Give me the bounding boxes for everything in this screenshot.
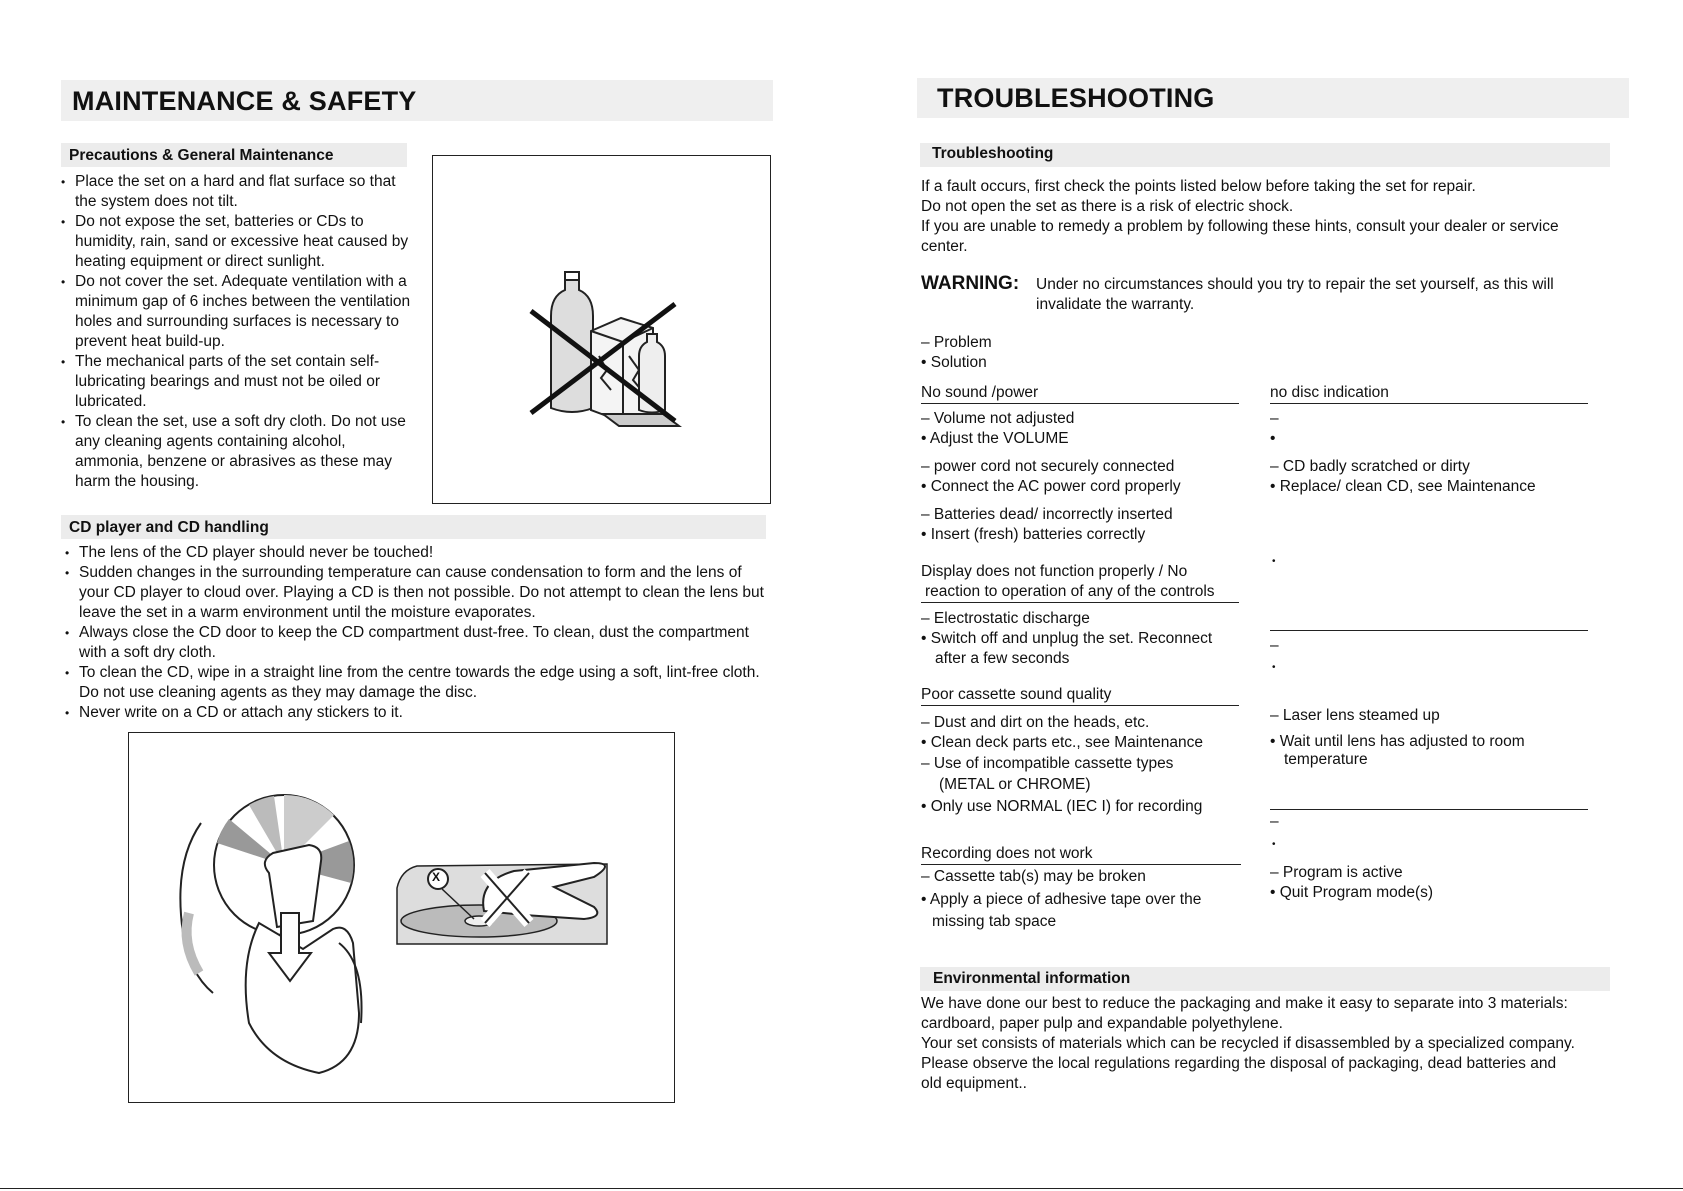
list-item: • Sudden changes in the surrounding temperature can cause condensation to form and the lens of your CD player to cloud over. Playing a CD is then not possible. Do not attempt to clean the lens but leave the set in a warm environment until the moisture evaporates. bbox=[65, 563, 765, 623]
list-item: • The lens of the CD player should never be touched! bbox=[65, 543, 765, 563]
env-text bbox=[921, 994, 1621, 1094]
precautions-heading: Precautions & General Maintenance bbox=[69, 147, 334, 164]
troubleshooting-title: TROUBLESHOOTING bbox=[937, 83, 1215, 113]
page-bottom-rule bbox=[0, 1188, 1683, 1189]
problem-item: – Laser lens steamed up bbox=[1270, 707, 1440, 724]
list-item: • Do not cover the set. Adequate ventilation with a minimum gap of 6 inches between the ventilation holes and surrounding surfaces is necessary to prevent heat build-up. bbox=[61, 272, 415, 352]
solution-item: • Insert (fresh) batteries correctly bbox=[921, 526, 1146, 543]
problem-item: – Cassette tab(s) may be broken bbox=[921, 868, 1146, 885]
cd-wipe-icon bbox=[129, 733, 676, 1104]
solution-item: • bbox=[1270, 430, 1276, 447]
solution-item-cont: temperature bbox=[1284, 751, 1368, 768]
intro-line: If a fault occurs, first check the points listed below before taking the set for repair. bbox=[921, 178, 1476, 195]
problem-item: – power cord not securely connected bbox=[921, 458, 1175, 475]
legend-problem: – Problem bbox=[921, 334, 992, 351]
ts-heading: Troubleshooting bbox=[932, 145, 1054, 162]
problem-item: – Use of incompatible cassette types bbox=[921, 755, 1174, 772]
problem-item: – bbox=[1270, 410, 1279, 427]
no-sound-heading: No sound /power bbox=[921, 383, 1239, 404]
solution-item: • Wait until lens has adjusted to room bbox=[1270, 733, 1525, 750]
problem-item: – bbox=[1270, 637, 1279, 654]
solution-item: • Clean deck parts etc., see Maintenance bbox=[921, 734, 1203, 751]
cd-cleaning-illustration bbox=[128, 732, 675, 1103]
precautions-list bbox=[61, 172, 415, 492]
env-line: We have done our best to reduce the packaging and make it easy to separate into 3 materials: bbox=[921, 995, 1568, 1012]
warning-text: Under no circumstances should you try to repair the set yourself, as this will invalidate the warranty. bbox=[1036, 276, 1554, 313]
no-disc-heading: no disc indication bbox=[1270, 383, 1588, 404]
maintenance-title: MAINTENANCE & SAFETY bbox=[72, 86, 417, 116]
divider bbox=[1270, 809, 1588, 810]
cassette-heading: Poor cassette sound quality bbox=[921, 685, 1239, 706]
solution-item: • Only use NORMAL (IEC I) for recording bbox=[921, 798, 1203, 815]
solution-item: • Apply a piece of adhesive tape over the bbox=[921, 891, 1202, 908]
cd-list bbox=[65, 543, 765, 723]
intro-line: Do not open the set as there is a risk of electric shock. bbox=[921, 198, 1294, 215]
env-line: Please observe the local regulations regarding the disposal of packaging, dead batteries and bbox=[921, 1055, 1557, 1072]
env-line: Your set consists of materials which can be recycled if disassembled by a specialized company. bbox=[921, 1035, 1575, 1052]
recording-heading: Recording does not work bbox=[921, 844, 1241, 865]
problem-item: – Program is active bbox=[1270, 864, 1403, 881]
problem-item: – Batteries dead/ incorrectly inserted bbox=[921, 506, 1173, 523]
solution-item: • Switch off and unplug the set. Reconnect bbox=[921, 630, 1213, 647]
intro-text bbox=[921, 177, 1601, 257]
display-heading: Display does not function properly / No bbox=[921, 563, 1188, 580]
problem-item-cont: (METAL or CHROME) bbox=[939, 776, 1091, 793]
problem-item: – CD badly scratched or dirty bbox=[1270, 458, 1470, 475]
warning-label: WARNING: bbox=[921, 273, 1020, 294]
display-heading-2: reaction to operation of any of the controls bbox=[921, 582, 1239, 603]
solution-item: • Replace/ clean CD, see Maintenance bbox=[1270, 478, 1536, 495]
solution-item: • bbox=[1272, 556, 1276, 567]
cleaning-agents-illustration bbox=[432, 155, 771, 504]
list-item: • Always close the CD door to keep the CD compartment dust-free. To clean, dust the compartment with a soft dry cloth. bbox=[65, 623, 765, 663]
solution-item: • Adjust the VOLUME bbox=[921, 430, 1069, 447]
divider bbox=[1270, 630, 1588, 631]
env-line: cardboard, paper pulp and expandable polyethylene. bbox=[921, 1015, 1283, 1032]
problem-item: – bbox=[1270, 813, 1279, 830]
solution-item: • bbox=[1272, 839, 1276, 850]
problem-item: – Volume not adjusted bbox=[921, 410, 1075, 427]
lens-marker-label: X bbox=[432, 870, 441, 884]
list-item: • Place the set on a hard and flat surface so that the system does not tilt. bbox=[61, 172, 415, 212]
list-item: • Never write on a CD or attach any stickers to it. bbox=[65, 703, 765, 723]
no-chemicals-icon bbox=[433, 156, 772, 505]
solution-item: • bbox=[1272, 662, 1276, 673]
problem-item: – Electrostatic discharge bbox=[921, 610, 1090, 627]
solution-item-cont: missing tab space bbox=[932, 913, 1057, 930]
list-item: • To clean the CD, wipe in a straight line from the centre towards the edge using a soft, lint-free cloth. Do not use cleaning agents as they may damage the disc. bbox=[65, 663, 765, 703]
list-item: • The mechanical parts of the set contain self-lubricating bearings and must not be oiled or lubricated. bbox=[61, 352, 415, 412]
intro-line: If you are unable to remedy a problem by following these hints, consult your dealer or service center. bbox=[921, 218, 1559, 255]
env-line: old equipment.. bbox=[921, 1075, 1027, 1092]
solution-item: • Connect the AC power cord properly bbox=[921, 478, 1181, 495]
cd-heading: CD player and CD handling bbox=[69, 519, 269, 536]
list-item: • Do not expose the set, batteries or CDs to humidity, rain, sand or excessive heat caused by heating equipment or direct sunlight. bbox=[61, 212, 415, 272]
problem-item: – Dust and dirt on the heads, etc. bbox=[921, 714, 1150, 731]
solution-item: • Quit Program mode(s) bbox=[1270, 884, 1434, 901]
legend-solution: • Solution bbox=[921, 354, 987, 371]
list-item: • To clean the set, use a soft dry cloth. Do not use any cleaning agents containing alcohol, ammonia, benzene or abrasives as these may harm the housing. bbox=[61, 412, 415, 492]
solution-item-cont: after a few seconds bbox=[935, 650, 1070, 667]
env-heading: Environmental information bbox=[933, 970, 1131, 987]
